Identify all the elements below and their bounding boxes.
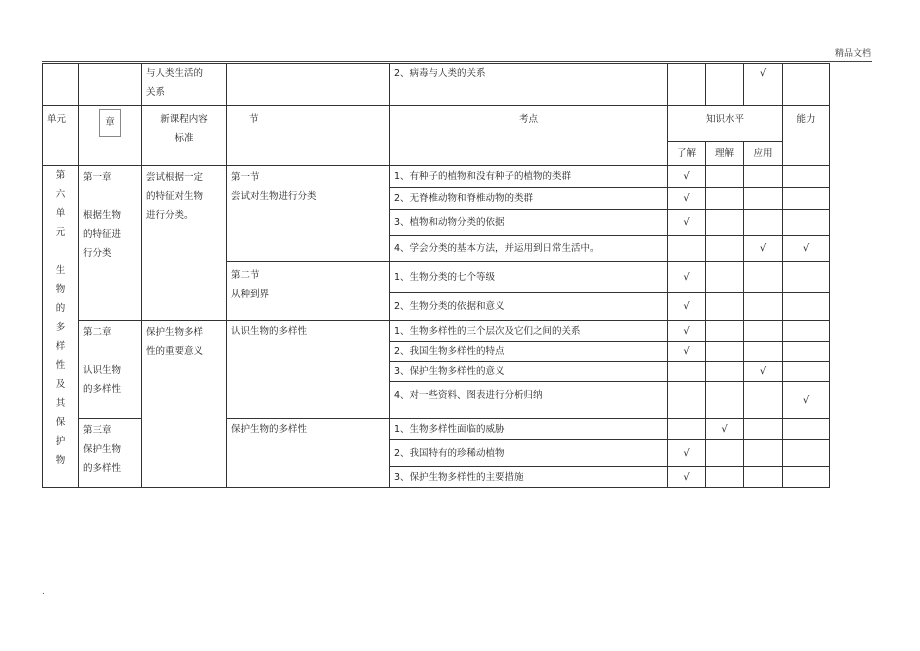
point-text: 2、生物分类的依据和意义 — [390, 293, 668, 321]
chapter-standard: 保护生物多样 性的重要意义 — [142, 321, 227, 488]
check-mark: √ — [759, 243, 767, 254]
point-text: 2、我国生物多样性的特点 — [390, 342, 668, 362]
check-mark: √ — [802, 243, 810, 254]
check-mark: √ — [759, 68, 767, 79]
point-text: 1、生物多样性面临的威胁 — [390, 419, 668, 440]
col-header-knowledge: 知识水平 — [668, 106, 783, 142]
check-mark: √ — [683, 471, 690, 483]
chapter-standard: 尝试根据一定 的特征对生物 进行分类。 — [142, 166, 227, 321]
point-text: 3、保护生物多样性的意义 — [390, 362, 668, 382]
col-header-understand: 了解 — [668, 142, 706, 166]
point-text: 2、我国特有的珍稀动植物 — [390, 440, 668, 467]
understand-cell — [668, 467, 706, 488]
apply-cell — [744, 64, 783, 106]
chapter-cell — [79, 64, 142, 106]
col-header-unit: 单元 — [43, 106, 79, 166]
bottom-mark: . — [42, 587, 45, 597]
understand-cell — [668, 188, 706, 210]
understand-cell — [668, 210, 706, 236]
understand-cell — [668, 166, 706, 188]
point-text: 3、保护生物多样性的主要措施 — [390, 467, 668, 488]
col-header-section: 节 — [227, 106, 390, 166]
section-title: 认识生物的多样性 — [227, 321, 390, 419]
unit-cell — [43, 64, 79, 106]
apply-cell — [744, 236, 783, 262]
check-mark: √ — [683, 193, 690, 204]
col-header-comprehend: 理解 — [706, 142, 744, 166]
standard-cell: 与人类生活的 关系 — [142, 64, 227, 106]
ability-cell — [783, 64, 830, 106]
chapter-label-box: 章 — [99, 109, 121, 137]
chapter-title: 第三章 保护生物 的多样性 — [79, 419, 142, 488]
ability-cell — [783, 236, 830, 262]
header-divider — [42, 61, 872, 62]
point-text: 1、有种子的植物和没有种子的植物的类群 — [390, 166, 668, 188]
section-cell — [227, 64, 390, 106]
understand-cell — [668, 64, 706, 106]
point-cell: 2、病毒与人类的关系 — [390, 64, 668, 106]
point-text: 3、植物和动物分类的依据 — [390, 210, 668, 236]
page-header: 精品文档 — [834, 49, 871, 59]
col-header-chapter — [79, 106, 142, 166]
check-mark: √ — [683, 346, 690, 357]
comprehend-cell — [706, 419, 744, 440]
section-title: 第二节 从种到界 — [227, 262, 390, 321]
point-text: 1、生物分类的七个等级 — [390, 262, 668, 293]
table-row — [43, 321, 830, 342]
understand-cell — [668, 293, 706, 321]
col-header-apply: 应用 — [744, 142, 783, 166]
check-mark: √ — [683, 301, 690, 312]
understand-cell — [668, 262, 706, 293]
chapter-title: 第二章 认识生物 的多样性 — [79, 321, 142, 419]
col-header-point: 考点 — [390, 106, 668, 166]
check-mark: √ — [683, 171, 690, 182]
check-mark: √ — [759, 366, 767, 377]
table-row — [43, 166, 830, 188]
check-mark: √ — [721, 423, 728, 435]
check-mark: √ — [683, 447, 690, 459]
understand-cell — [668, 440, 706, 467]
check-mark: √ — [683, 271, 690, 283]
check-mark: √ — [683, 217, 690, 228]
comprehend-cell — [706, 64, 744, 106]
point-text: 2、无脊椎动物和脊椎动物的类群 — [390, 188, 668, 210]
understand-cell — [668, 321, 706, 342]
point-text: 4、对一些资料、图表进行分析归纳 — [390, 382, 668, 419]
header-row — [43, 106, 830, 142]
table-row — [43, 64, 830, 106]
check-mark: √ — [802, 394, 810, 406]
check-mark: √ — [683, 325, 690, 337]
col-header-standard: 新课程内容 标准 — [142, 106, 227, 166]
col-header-ability: 能力 — [783, 106, 830, 166]
unit-name: 第 六 单 元 生 物 的 多 样 性 及 其 保 护 物 — [43, 166, 79, 488]
curriculum-table — [42, 63, 830, 488]
point-text: 1、生物多样性的三个层次及它们之间的关系 — [390, 321, 668, 342]
ability-cell — [783, 382, 830, 419]
section-title: 第一节 尝试对生物进行分类 — [227, 166, 390, 262]
understand-cell — [668, 342, 706, 362]
section-title: 保护生物的多样性 — [227, 419, 390, 488]
chapter-title: 第一章 根据生物 的特征进 行分类 — [79, 166, 142, 321]
point-text: 4、学会分类的基本方法，并运用到日常生活中。 — [390, 236, 668, 262]
apply-cell — [744, 362, 783, 382]
